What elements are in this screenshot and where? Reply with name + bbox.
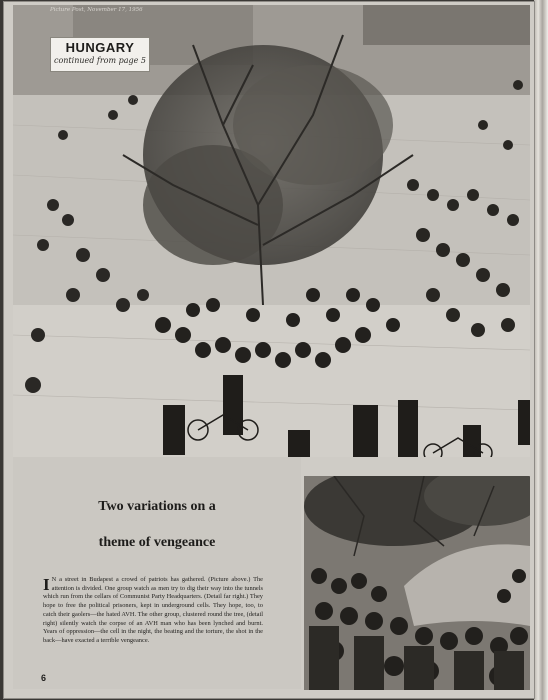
inset-photo-illustration [304,476,530,690]
page-number: 6 [41,673,47,683]
inset-photograph [304,476,530,690]
section-label [50,37,150,72]
article-panel [13,457,301,689]
top-photo-illustration [13,5,530,457]
article-body-text: N a street in Budapest a crowd of patriots has gathered. (Picture above.) The attention is divided. One group watch as men try to dig their way into the tunnels which run from the cellars of Communist Party Headquarters. (Detail far right.) They hope to free the political prisoners, kept in underground cells. They hope, too, to catch their gaolers—the hated AVH. The other group, clustered round the tree, (detail right) silently watch the corpse of an AVH man who has been lynched and burnt. Years of oppression—the cell in the night, the beating and the torture, the shot in the back—have exacted a terrible vengeance. [43,576,263,644]
top-photograph [13,5,530,457]
page-edge [534,0,548,700]
section-title: HUNGARY [65,40,135,55]
article-body [43,576,263,646]
headline-line-2: theme of vengeance [98,535,216,550]
headline-line-1: Two variations on a [98,499,216,514]
section-subtitle: continued from page 5 [53,56,147,65]
drop-cap: I [43,575,50,594]
running-head: Picture Post, November 17, 1956 [50,7,143,13]
